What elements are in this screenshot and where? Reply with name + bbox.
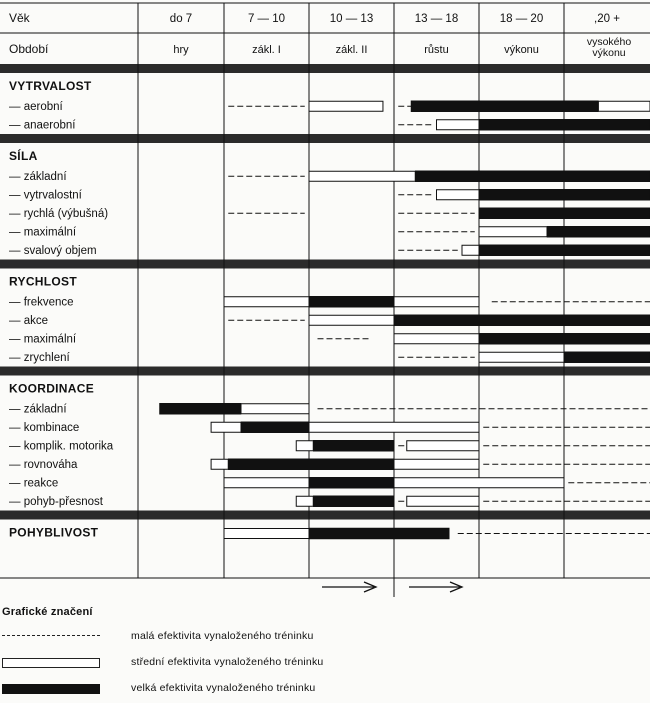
- high-effectivity-bar: [313, 440, 394, 451]
- header-period-label: Období: [9, 42, 49, 56]
- column-age: ,20 +: [594, 13, 620, 25]
- legend-item-high: [0, 678, 650, 696]
- column-age: 18 — 20: [499, 13, 544, 25]
- row-label: — reakce: [9, 477, 59, 490]
- row-label: — vytrvalostní: [9, 189, 82, 202]
- row-label: — maximální: [9, 226, 77, 239]
- header-age-label: Věk: [9, 11, 30, 25]
- high-effectivity-bar: [479, 189, 650, 200]
- high-effectivity-bar: [415, 171, 650, 182]
- legend-item-text: velká efektivita vynaloženého tréninku: [131, 682, 316, 694]
- column-age: do 7: [169, 13, 193, 25]
- medium-effectivity-bar: [309, 315, 394, 325]
- column-period: zákl. I: [252, 44, 281, 56]
- medium-effectivity-bar: [437, 190, 480, 200]
- medium-effectivity-bar: [224, 529, 309, 539]
- high-effectivity-bar: [479, 333, 650, 344]
- row-label: — anaerobní: [9, 119, 76, 132]
- effectivity-bars: [160, 101, 650, 539]
- high-effectivity-bar: [564, 352, 650, 363]
- medium-effectivity-bar: [211, 422, 241, 432]
- column-period: vysokého: [586, 36, 632, 48]
- legend-title: Grafické značení: [2, 606, 93, 618]
- row-label: — rovnováha: [9, 459, 78, 471]
- medium-effectivity-bar: [394, 334, 479, 344]
- medium-effectivity-bar: [309, 422, 479, 432]
- medium-effectivity-bar: [296, 496, 313, 506]
- section-separator: [0, 64, 650, 73]
- column-age: 13 — 18: [414, 13, 459, 25]
- section-separator: [0, 260, 650, 269]
- column-period: růstu: [424, 44, 449, 56]
- section-title: VYTRVALOST: [9, 79, 92, 93]
- row-label: — kombinace: [9, 422, 80, 434]
- solid-bar-sample: [2, 684, 100, 694]
- high-effectivity-bar: [479, 245, 650, 256]
- row-label: — frekvence: [9, 296, 74, 309]
- row-label: — základní: [9, 403, 67, 416]
- high-effectivity-bar: [160, 403, 242, 414]
- high-effectivity-bar: [309, 296, 394, 307]
- section-title: POHYBLIVOST: [9, 525, 99, 540]
- progression-arrows: [322, 582, 462, 592]
- legend-item-low: [0, 626, 650, 644]
- row-label: — aerobní: [9, 101, 63, 113]
- row-label: — komplik. motorika: [9, 440, 114, 453]
- high-effectivity-bar: [479, 119, 650, 130]
- legend-item-text: střední efektivita vynaloženého tréninku: [131, 656, 324, 668]
- high-effectivity-bar: [394, 315, 650, 326]
- section-separator: [0, 367, 650, 376]
- column-period: výkonu: [592, 47, 626, 59]
- column-period: zákl. II: [335, 44, 368, 56]
- medium-effectivity-bar: [309, 171, 415, 181]
- row-label: — rychlá (výbušná): [9, 208, 109, 220]
- legend: [0, 600, 650, 703]
- high-effectivity-bar: [228, 459, 394, 470]
- medium-effectivity-bar: [394, 297, 479, 307]
- legend-item-medium: [0, 652, 650, 670]
- column-period: výkonu: [504, 44, 539, 56]
- column-age: 7 — 10: [247, 13, 286, 25]
- row-label: — akce: [9, 315, 48, 327]
- medium-effectivity-bar: [241, 404, 309, 414]
- high-effectivity-bar: [313, 496, 394, 507]
- section-separator: [0, 134, 650, 143]
- medium-effectivity-bar: [394, 459, 479, 469]
- section-title: RYCHLOST: [9, 274, 77, 289]
- section-title: KOORDINACE: [9, 381, 95, 396]
- row-label: — základní: [9, 171, 67, 183]
- table-sections: [9, 79, 114, 540]
- row-label: — maximální: [9, 333, 77, 346]
- row-label: — zrychlení: [9, 352, 70, 364]
- medium-effectivity-bar: [462, 245, 479, 255]
- high-effectivity-bar: [309, 528, 449, 539]
- section-separator: [0, 511, 650, 520]
- column-period: hry: [173, 44, 189, 56]
- medium-effectivity-bar: [479, 352, 564, 362]
- high-effectivity-bar: [309, 477, 394, 488]
- row-label: — svalový objem: [9, 245, 97, 257]
- section-title: SÍLA: [9, 149, 38, 163]
- high-effectivity-bar: [241, 422, 309, 433]
- medium-effectivity-bar: [407, 441, 479, 451]
- medium-effectivity-bar: [309, 101, 383, 111]
- open-bar-sample: [2, 658, 100, 668]
- dashed-line-sample: [2, 635, 100, 636]
- column-age: 10 — 13: [329, 13, 374, 25]
- legend-item-text: malá efektivita vynaloženého tréninku: [131, 630, 314, 642]
- medium-effectivity-bar: [479, 227, 547, 237]
- high-effectivity-bar: [547, 226, 650, 237]
- medium-effectivity-bar: [394, 478, 564, 488]
- medium-effectivity-bar: [407, 496, 479, 506]
- table-header: [9, 11, 631, 59]
- row-label: — pohyb-přesnost: [9, 496, 103, 508]
- medium-effectivity-bar: [437, 120, 480, 130]
- medium-effectivity-bar: [296, 441, 313, 451]
- medium-effectivity-bar: [211, 459, 228, 469]
- high-effectivity-bar: [411, 101, 598, 112]
- medium-effectivity-bar: [224, 297, 309, 307]
- medium-effectivity-bar: [224, 478, 309, 488]
- medium-effectivity-bar: [598, 101, 650, 111]
- high-effectivity-bar: [479, 208, 650, 219]
